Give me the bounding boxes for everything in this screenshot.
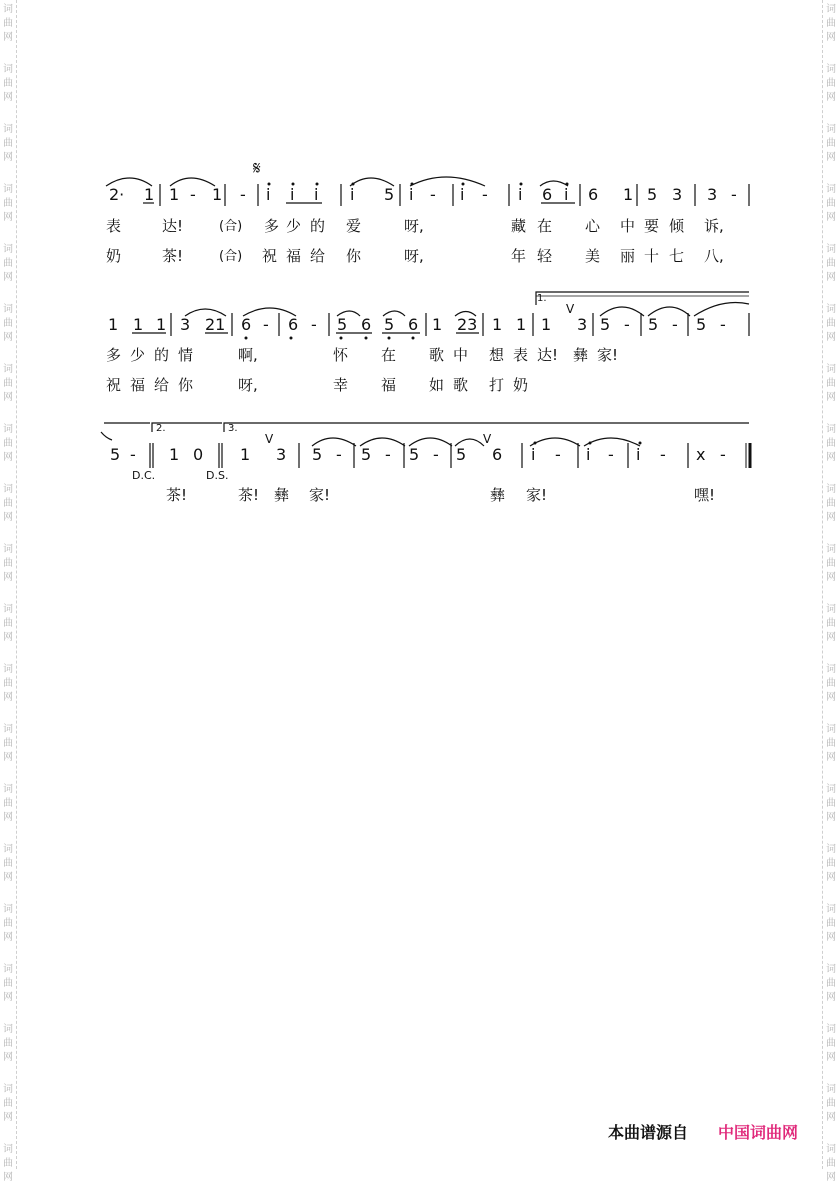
note: i [460,185,465,204]
watermark-glyph: 曲 [3,18,13,29]
watermark-glyph: 词 [826,664,836,675]
note: - [555,445,561,464]
note: 6 [588,185,599,204]
note: 0 [193,445,204,464]
watermark-glyph: 曲 [3,918,13,929]
note: 1 [240,445,251,464]
watermark-glyph: 词 [3,724,13,735]
watermark-glyph: 曲 [826,1158,836,1169]
watermark-glyph: 曲 [826,258,836,269]
lyric: (合) [219,219,243,234]
watermark-glyph: 网 [3,752,13,763]
lyric: 的 [154,346,170,364]
lyric: 彝 [490,486,506,504]
note: - [336,445,342,464]
note: 5 [337,315,348,334]
watermark-glyph: 曲 [826,558,836,569]
note: 6 [492,445,503,464]
note: 1 [169,185,180,204]
watermark-glyph: 词 [3,544,13,555]
note: 5 [648,315,659,334]
lyric: 达! [537,346,559,364]
watermark-glyph: 词 [3,844,13,855]
watermark-glyph: 词 [3,244,13,255]
lyric: 的 [310,217,326,235]
dc-marking: D.C. [132,469,156,482]
note: 2· [109,185,125,204]
watermark-glyph: 曲 [3,498,13,509]
watermark-glyph: 曲 [3,618,13,629]
watermark-glyph: 词 [3,184,13,195]
watermark-glyph: 词 [3,484,13,495]
lyric: 呀, [238,376,258,394]
note: 1 [108,315,119,334]
note: 1 [541,315,552,334]
lyric: 祝 [262,247,278,265]
watermark-glyph: 网 [826,152,836,163]
lyric: 茶! [166,486,188,504]
lyric: 啊, [238,346,258,364]
note: 5 [110,445,121,464]
watermark-glyph: 网 [826,632,836,643]
watermark-glyph: 曲 [3,78,13,89]
watermark-glyph: 词 [826,784,836,795]
watermark-glyph: 曲 [826,78,836,89]
watermark-glyph: 曲 [826,738,836,749]
ds-marking: D.S. [206,469,229,482]
lyric: 茶! [162,247,184,265]
lyric: 八, [704,247,724,265]
watermark-glyph: 曲 [3,258,13,269]
watermark-glyph: 网 [826,212,836,223]
breath-mark: V [483,432,492,446]
breath-mark: V [566,302,575,316]
watermark-glyph: 词 [826,904,836,915]
lyric: 茶! [238,486,260,504]
watermark-glyph: 网 [826,872,836,883]
watermark-glyph: 网 [826,92,836,103]
watermark-glyph: 网 [3,632,13,643]
watermark-glyph: 网 [3,1172,13,1183]
watermark-glyph: 词 [826,4,836,15]
note: 1 [144,185,155,204]
watermark-glyph: 曲 [3,978,13,989]
note: - [263,315,269,334]
lyric: 怀 [333,346,349,364]
note: 5 [600,315,611,334]
watermark-glyph: 网 [3,392,13,403]
note: 23 [457,315,478,334]
watermark-glyph: 网 [826,932,836,943]
lyric: 彝 [573,346,589,364]
watermark-glyph: 网 [3,1112,13,1123]
note: i [586,445,591,464]
watermark-glyph: 曲 [826,618,836,629]
watermark-glyph: 词 [826,304,836,315]
watermark-glyph: 词 [3,64,13,75]
watermark-glyph: 曲 [3,438,13,449]
lyric: 美 [585,247,601,265]
lyric: 表 [513,346,529,364]
watermark-glyph: 网 [826,1172,836,1183]
watermark-glyph: 词 [3,1024,13,1035]
lyric: 福 [130,376,146,394]
watermark-glyph: 词 [826,1084,836,1095]
note: 6 [408,315,419,334]
note: - [433,445,439,464]
note: 1 [516,315,527,334]
watermark-glyph: 词 [3,964,13,975]
lyric: 祝 [106,376,122,394]
lyric: 福 [381,376,397,394]
note: - [624,315,630,334]
lyric: 呀, [404,217,424,235]
note: 6 [361,315,372,334]
watermark-glyph: 曲 [826,978,836,989]
note: - [240,185,246,204]
lyric: 给 [310,247,326,265]
watermark-glyph: 网 [826,752,836,763]
watermark-glyph: 曲 [826,318,836,329]
note: 5 [384,315,395,334]
watermark-glyph: 词 [3,664,13,675]
watermark-glyph: 词 [826,604,836,615]
note: i [266,185,271,204]
note: - [482,185,488,204]
lyric: 达! [162,217,184,235]
watermark-glyph: 词 [826,64,836,75]
watermark-glyph: 网 [826,32,836,43]
watermark-glyph: 网 [3,272,13,283]
lyric: 彝 [274,486,290,504]
watermark-glyph: 网 [826,812,836,823]
watermark-glyph: 曲 [826,678,836,689]
note: 6 [542,185,553,204]
lyric: 表 [106,217,122,235]
watermark-glyph: 曲 [826,378,836,389]
note: - [720,445,726,464]
watermark-glyph: 曲 [3,318,13,329]
note: i [409,185,414,204]
note: 6 [241,315,252,334]
note: 1 [623,185,634,204]
note: 1 [133,315,144,334]
watermark-glyph: 网 [3,812,13,823]
breath-mark: V [265,432,274,446]
watermark-glyph: 网 [3,992,13,1003]
watermark-glyph: 词 [3,784,13,795]
watermark-glyph: 曲 [3,738,13,749]
watermark-glyph: 词 [826,1024,836,1035]
watermark-glyph: 网 [826,392,836,403]
lyric: 福 [286,247,302,265]
watermark-glyph: 网 [3,932,13,943]
watermark-glyph: 曲 [3,558,13,569]
lyric: 要 [644,217,660,235]
watermark-glyph: 网 [3,572,13,583]
lyric: 歌 [429,346,445,364]
watermark-glyph: 词 [3,124,13,135]
lyric: 打 [489,376,505,394]
watermark-glyph: 词 [826,724,836,735]
note: 1 [212,185,223,204]
volta-2-label: 2. [156,423,166,434]
lyric: 十 [644,247,660,265]
watermark-glyph: 网 [3,1052,13,1063]
watermark-glyph: 曲 [826,918,836,929]
watermark-glyph: 曲 [3,1098,13,1109]
note: 5 [361,445,372,464]
lyric: 给 [154,376,170,394]
watermark-glyph: 曲 [826,138,836,149]
watermark-glyph: 网 [3,872,13,883]
lyric: 呀, [404,247,424,265]
note: i [531,445,536,464]
note: 5 [312,445,323,464]
lyric: 中 [453,346,469,364]
watermark-glyph: 网 [3,32,13,43]
lyric: 你 [346,247,362,265]
lyric: 年 [511,247,527,265]
note: - [720,315,726,334]
note: - [130,445,136,464]
watermark-glyph: 词 [3,1084,13,1095]
left-margin-watermark [0,0,17,1183]
lyric: 少 [130,346,146,364]
note: i [518,185,523,204]
lyric: 在 [537,217,553,235]
watermark-glyph: 网 [3,512,13,523]
watermark-glyph: 网 [826,572,836,583]
note: 3 [577,315,588,334]
lyric: 丽 [620,247,636,265]
watermark-glyph: 词 [826,184,836,195]
watermark-glyph: 曲 [3,138,13,149]
watermark-glyph: 词 [826,964,836,975]
lyric: 少 [286,217,302,235]
lyric: 中 [620,217,636,235]
note: i [636,445,641,464]
watermark-glyph: 词 [826,844,836,855]
note: i [350,185,355,204]
note: - [660,445,666,464]
watermark-glyph: 网 [826,1052,836,1063]
note: i [564,185,569,204]
watermark-glyph: 词 [826,364,836,375]
watermark-glyph: 曲 [826,858,836,869]
note: x [696,445,706,464]
note: 5 [696,315,707,334]
watermark-glyph: 网 [3,152,13,163]
lyric: 多 [264,217,280,235]
watermark-glyph: 曲 [826,1038,836,1049]
note: 5 [456,445,467,464]
volta-1-label: 1. [537,293,547,304]
watermark-glyph: 网 [826,332,836,343]
lyric: 奶 [513,376,529,394]
lyric: 七 [669,247,685,265]
note: 1 [156,315,167,334]
watermark-glyph: 词 [3,424,13,435]
watermark-glyph: 网 [826,992,836,1003]
lyric: 藏 [511,217,527,235]
volta-3-label: 3. [228,423,238,434]
note: 1 [492,315,503,334]
watermark-glyph: 曲 [3,198,13,209]
note: i [314,185,319,204]
note: 1 [432,315,443,334]
lyric: 你 [178,376,194,394]
segno-icon: 𝄋 [253,158,261,179]
watermark-glyph: 网 [3,332,13,343]
watermark-glyph: 曲 [3,858,13,869]
watermark-glyph: 网 [3,692,13,703]
note: - [385,445,391,464]
lyric: 如 [429,376,445,394]
watermark-glyph: 词 [826,124,836,135]
note: 3 [276,445,287,464]
watermark-glyph: 网 [3,92,13,103]
lyric: 幸 [333,376,349,394]
note: 3 [707,185,718,204]
watermark-glyph: 词 [3,604,13,615]
lyric: 想 [489,346,505,364]
lyric: 情 [178,346,194,364]
note: 3 [672,185,683,204]
lyric: 家! [526,486,548,504]
lyric: 嘿! [694,486,716,504]
watermark-glyph: 词 [826,244,836,255]
lyric: 爱 [346,217,362,235]
note: - [190,185,196,204]
note: 5 [384,185,395,204]
lyric: 心 [585,217,601,235]
note: i [290,185,295,204]
watermark-glyph: 曲 [3,1038,13,1049]
lyric: 多 [106,346,122,364]
watermark-glyph: 词 [826,484,836,495]
watermark-glyph: 曲 [826,1098,836,1109]
note: 21 [205,315,226,334]
watermark-glyph: 词 [3,304,13,315]
lyric: 家! [309,486,331,504]
watermark-glyph: 曲 [826,498,836,509]
source-label: 本曲谱源自 [608,1123,689,1142]
lyric: 轻 [537,247,553,265]
note: 3 [180,315,191,334]
watermark-glyph: 网 [3,212,13,223]
note: 1 [169,445,180,464]
watermark-glyph: 网 [826,1112,836,1123]
watermark-glyph: 曲 [3,678,13,689]
watermark-glyph: 网 [826,692,836,703]
note: - [608,445,614,464]
watermark-glyph: 词 [3,4,13,15]
note: - [731,185,737,204]
watermark-glyph: 网 [3,452,13,463]
watermark-glyph: 词 [826,424,836,435]
watermark-glyph: 词 [3,364,13,375]
watermark-glyph: 曲 [826,798,836,809]
lyric: (合) [219,249,243,264]
note: - [672,315,678,334]
watermark-glyph: 曲 [3,1158,13,1169]
watermark-glyph: 词 [3,1144,13,1155]
note: 6 [288,315,299,334]
lyric: 家! [597,346,619,364]
right-margin-watermark [822,0,839,1183]
lyric: 倾 [669,217,685,235]
watermark-glyph: 曲 [3,378,13,389]
watermark-glyph: 曲 [3,798,13,809]
watermark-glyph: 网 [826,452,836,463]
watermark-glyph: 词 [3,904,13,915]
note: - [311,315,317,334]
lyric: 在 [381,346,397,364]
note: 5 [647,185,658,204]
watermark-glyph: 曲 [826,438,836,449]
watermark-glyph: 词 [826,544,836,555]
watermark-glyph: 曲 [826,198,836,209]
watermark-glyph: 词 [826,1144,836,1155]
lyric: 奶 [106,247,122,265]
note: - [430,185,436,204]
watermark-glyph: 曲 [826,18,836,29]
watermark-glyph: 网 [826,272,836,283]
lyric: 歌 [453,376,469,394]
watermark-glyph: 网 [826,512,836,523]
source-site-link[interactable]: 中国词曲网 [718,1123,799,1142]
lyric: 诉, [704,217,724,235]
note: 5 [409,445,420,464]
